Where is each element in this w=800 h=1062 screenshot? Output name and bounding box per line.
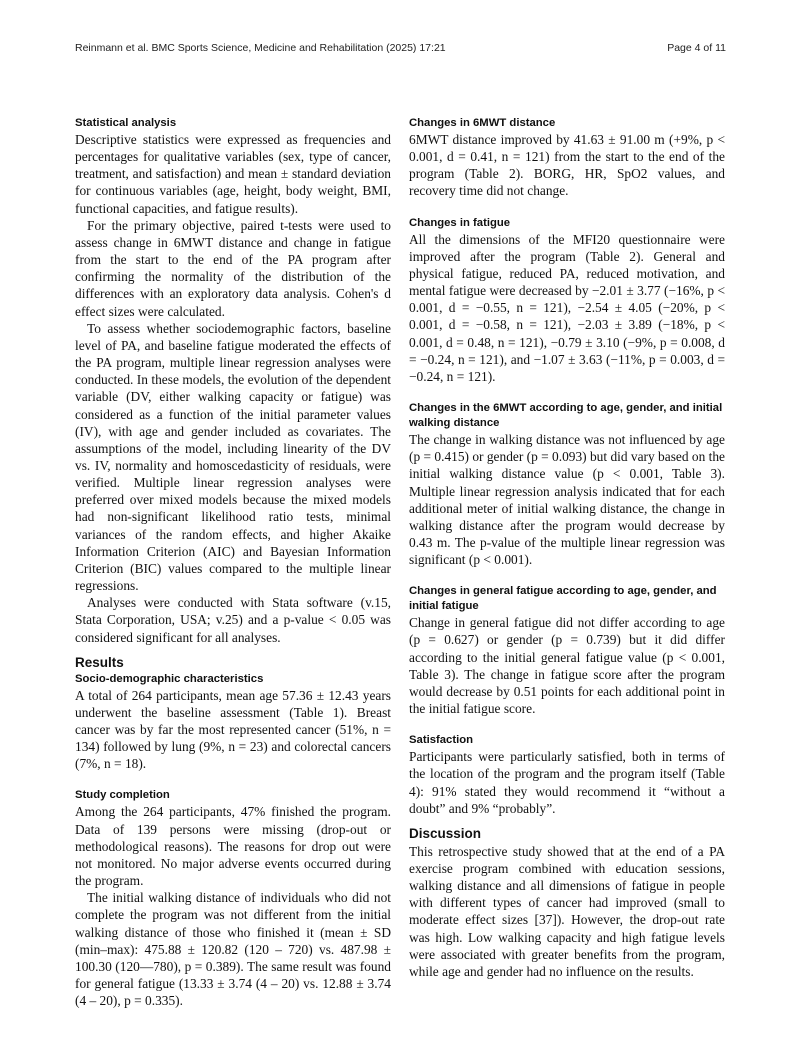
left-column xyxy=(75,116,391,1009)
paragraph: Descriptive statistics were expressed as frequencies and percentages for qualitative variables (sex, type of cancer, treatment, and satisfaction) and mean ± standard deviation for continuous variables (age, height, body weight, BMI, functional capacities, and fatigue results). xyxy=(75,132,391,216)
heading-changes-general-fatigue: Changes in general fatigue according to age, gender, and initial fatigue xyxy=(409,585,717,613)
paragraph: Analyses were conducted with Stata software (v.15, Stata Corporation, USA; v.25) and a p-value < 0.05 was considered significant for all analyses. xyxy=(75,595,391,645)
running-header-citation: Reinmann et al. BMC Sports Science, Medicine and Rehabilitation (2025) 17:21 xyxy=(75,42,446,54)
heading-statistical-analysis: Statistical analysis xyxy=(75,117,177,129)
paragraph: 6MWT distance improved by 41.63 ± 91.00 m (+9%, p < 0.001, d = 0.41, n = 121) from the start to the end of the program (Table 2). BORG, HR, SpO2 values, and recovery time did not change. xyxy=(409,132,725,199)
page-number: Page 4 of 11 xyxy=(667,42,726,54)
paragraph: Among the 264 participants, 47% finished the program. Data of 139 persons were missing (drop-out or methodological reasons). The reasons for drop out were not monitored. No major adverse events occurred during the program. xyxy=(75,804,391,889)
heading-discussion: Discussion xyxy=(409,825,482,841)
heading-satisfaction: Satisfaction xyxy=(409,734,474,747)
heading-study-completion: Study completion xyxy=(75,789,170,802)
paragraph: The initial walking distance of individuals who did not complete the program was not different from the initial walking distance of those who finished it (mean ± SD (min–max): 475.88 ± 120.82 (120 – 720) vs. 487.98 ± 100.30 (120—780), p = 0.389). The same result was found for general fatigue (13.33 ± 3.74 (4 – 20) vs. 12.88 ± 3.74 (4 – 20), p = 0.335). xyxy=(75,890,391,1009)
heading-changes-6mwt-age: Changes in the 6MWT according to age, gender, and initial walking distance xyxy=(409,402,723,430)
paragraph: A total of 264 participants, mean age 57.36 ± 12.43 years underwent the baseline assessment (Table 1). Breast cancer was by far the most represented cancer (51%, n = 134) followed by lung (9%, n = 23) and colorectal cancers (7%, n = 18). xyxy=(75,687,391,772)
paragraph: For the primary objective, paired t-tests were used to assess change in 6MWT distance and change in fatigue from the start to the end of the PA program after confirming the normality of the distribution of the differences with an exploratory data analysis. Cohen's d effect sizes were calculated. xyxy=(75,217,391,319)
heading-results: Results xyxy=(75,654,124,670)
paragraph: Participants were particularly satisfied, both in terms of the location of the program and the program itself (Table 4): 91% stated they would recommend it “without a doubt” and 9% “probably”. xyxy=(409,749,725,816)
paragraph: To assess whether sociodemographic factors, baseline level of PA, and baseline fatigue moderated the effects of the PA program, multiple linear regression analyses were conducted. In these models, the evolution of the dependent variable (DV, either walking capacity or fatigue) was considered as a function of the initial parameter values (IV), with age and gender included as covariates. The assumptions of the model, including linearity of the DV vs. IV, normality and homoscedasticity of residuals, were verified. Multiple linear regression analyses were preferred over mixed models because the mixed models had non-significant likelihood ratio tests, minimal variances of the random effects, and higher Akaike Information Criterion (AIC) and Bayesian Information Criterion (BIC) values compared to the multiple linear regressions. xyxy=(75,320,391,594)
paragraph: This retrospective study showed that at the end of a PA exercise program combined with education sessions, walking distance and all dimensions of fatigue in people with different types of cancer had improved (small to moderate effect sizes [37]). However, the drop-out rate was high. Low walking capacity and high fatigue levels were associated with greater benefits from the program, while age and gender had no influence on the results. xyxy=(409,843,725,979)
paragraph: The change in walking distance was not influenced by age (p = 0.415) or gender (p = 0.093) but did vary based on the initial walking distance value (p < 0.001, Table 3). Multiple linear regression analysis indicated that for each additional meter of initial walking distance, the change in walking distance after the program would decrease by 0.43 m. The p-value of the multiple linear regression was significant (p < 0.001). xyxy=(409,432,725,568)
heading-changes-6mwt: Changes in 6MWT distance xyxy=(409,117,556,129)
right-column xyxy=(409,116,725,980)
paragraph: All the dimensions of the MFI20 questionnaire were improved after the program (Table 2). General and physical fatigue, reduced PA, reduced motivation, and mental fatigue were decreased by −2.01 ± 3.77 (−16%, p < 0.001, d = −0.55, n = 121), −2.54 ± 4.05 (−20%, p < 0.001, d = −0.58, n = 121), −2.03 ± 3.89 (−18%, p < 0.001, d = 0.48, n = 121), −0.79 ± 3.10 (−9%, p = 0.008, d = −0.24, n = 121), and −1.07 ± 3.63 (−11%, p = 0.003, d = −0.24, n = 121). xyxy=(409,231,725,384)
paragraph: Change in general fatigue did not differ according to age (p = 0.627) or gender (p = 0.739) but it did differ according to the initial general fatigue value (p < 0.001, Table 3). The change in fatigue score after the program would decrease by 0.51 points for each additional point in the initial fatigue score. xyxy=(409,615,725,717)
heading-changes-fatigue: Changes in fatigue xyxy=(409,216,511,229)
heading-socio-demographic: Socio-demographic characteristics xyxy=(75,672,264,685)
